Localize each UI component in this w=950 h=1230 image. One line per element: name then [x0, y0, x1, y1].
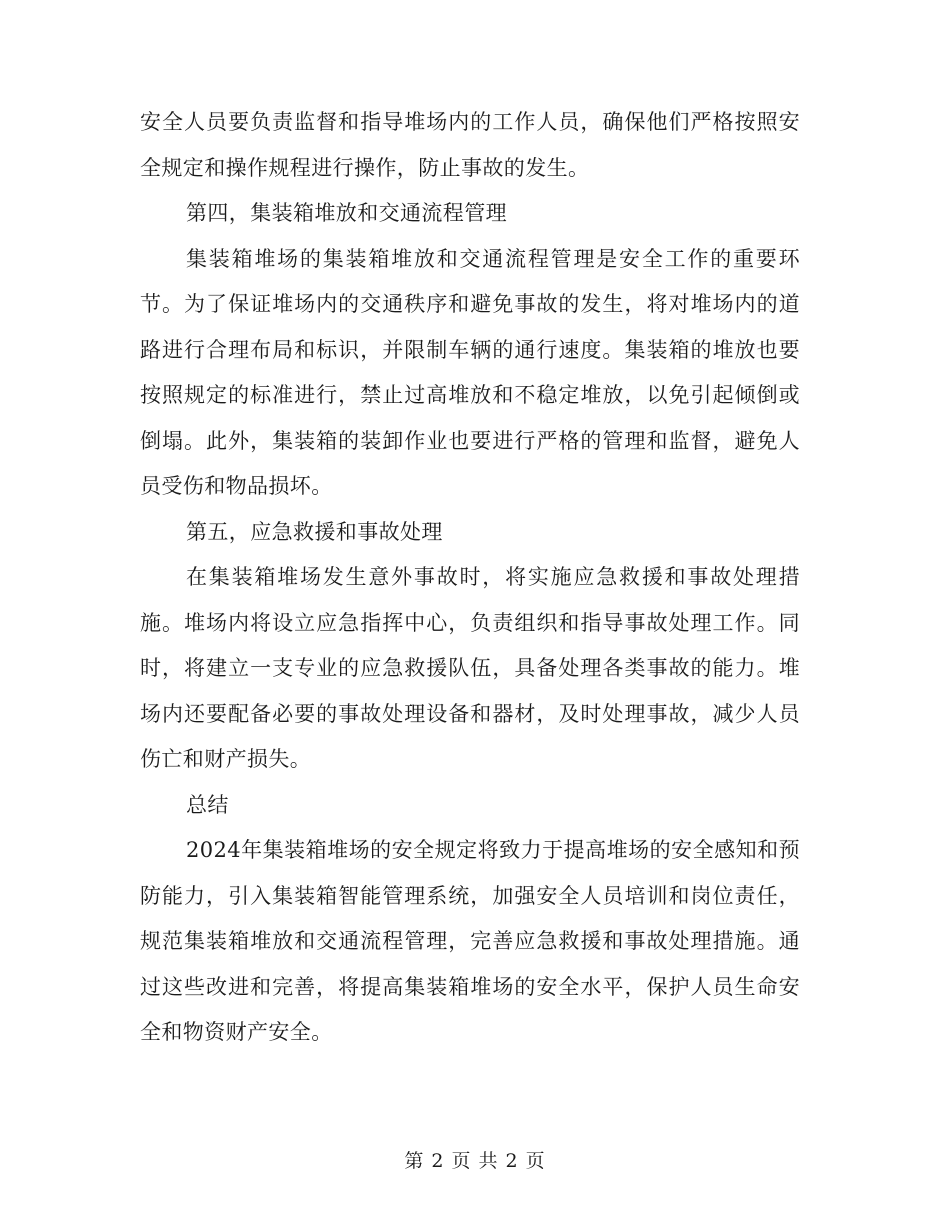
- heading-section-five: 第五，应急救援和事故处理: [186, 519, 443, 544]
- heading-section-four: 第四，集装箱堆放和交通流程管理: [186, 201, 507, 225]
- paragraph-emergency-rescue: 在集装箱堆场发生意外事故时，将实施应急救援和事故处理措施。堆场内将设立应急指挥中心，负责组织和指导事故处理工作。同时，将建立一支专业的应急救援队伍，具备处理各类事故的能力。堆场内还要配备必要的事故处理设备和器材，及时处理事故，减少人员伤亡和财产损失。: [140, 565, 800, 771]
- paragraph-stacking-traffic: 集装箱堆场的集装箱堆放和交通流程管理是安全工作的重要环节。为了保证堆场内的交通秩序和避免事故的发生，将对堆场内的道路进行合理布局和标识，并限制车辆的通行速度。集装箱的堆放也要按照规定的标准进行，禁止过高堆放和不稳定堆放，以免引起倾倒或倒塌。此外，集装箱的装卸作业也要进行严格的管理和监督，避免人员受伤和物品损坏。: [140, 246, 800, 498]
- page-number-footer: 第 2 页 共 2 页: [404, 1150, 546, 1172]
- heading-summary: 总结: [186, 792, 229, 817]
- paragraph-summary: 2024年集装箱堆场的安全规定将致力于提高堆场的安全感知和预防能力，引入集装箱智能管理系统，加强安全人员培训和岗位责任，规范集装箱堆放和交通流程管理，完善应急救援和事故处理措施。通过这些改进和完善，将提高集装箱堆场的安全水平，保护人员生命安全和物资财产安全。: [140, 838, 800, 1044]
- paragraph-safety-personnel: 安全人员要负责监督和指导堆场内的工作人员，确保他们严格按照安全规定和操作规程进行操作，防止事故的发生。: [140, 110, 800, 180]
- document-body: [140, 100, 800, 1056]
